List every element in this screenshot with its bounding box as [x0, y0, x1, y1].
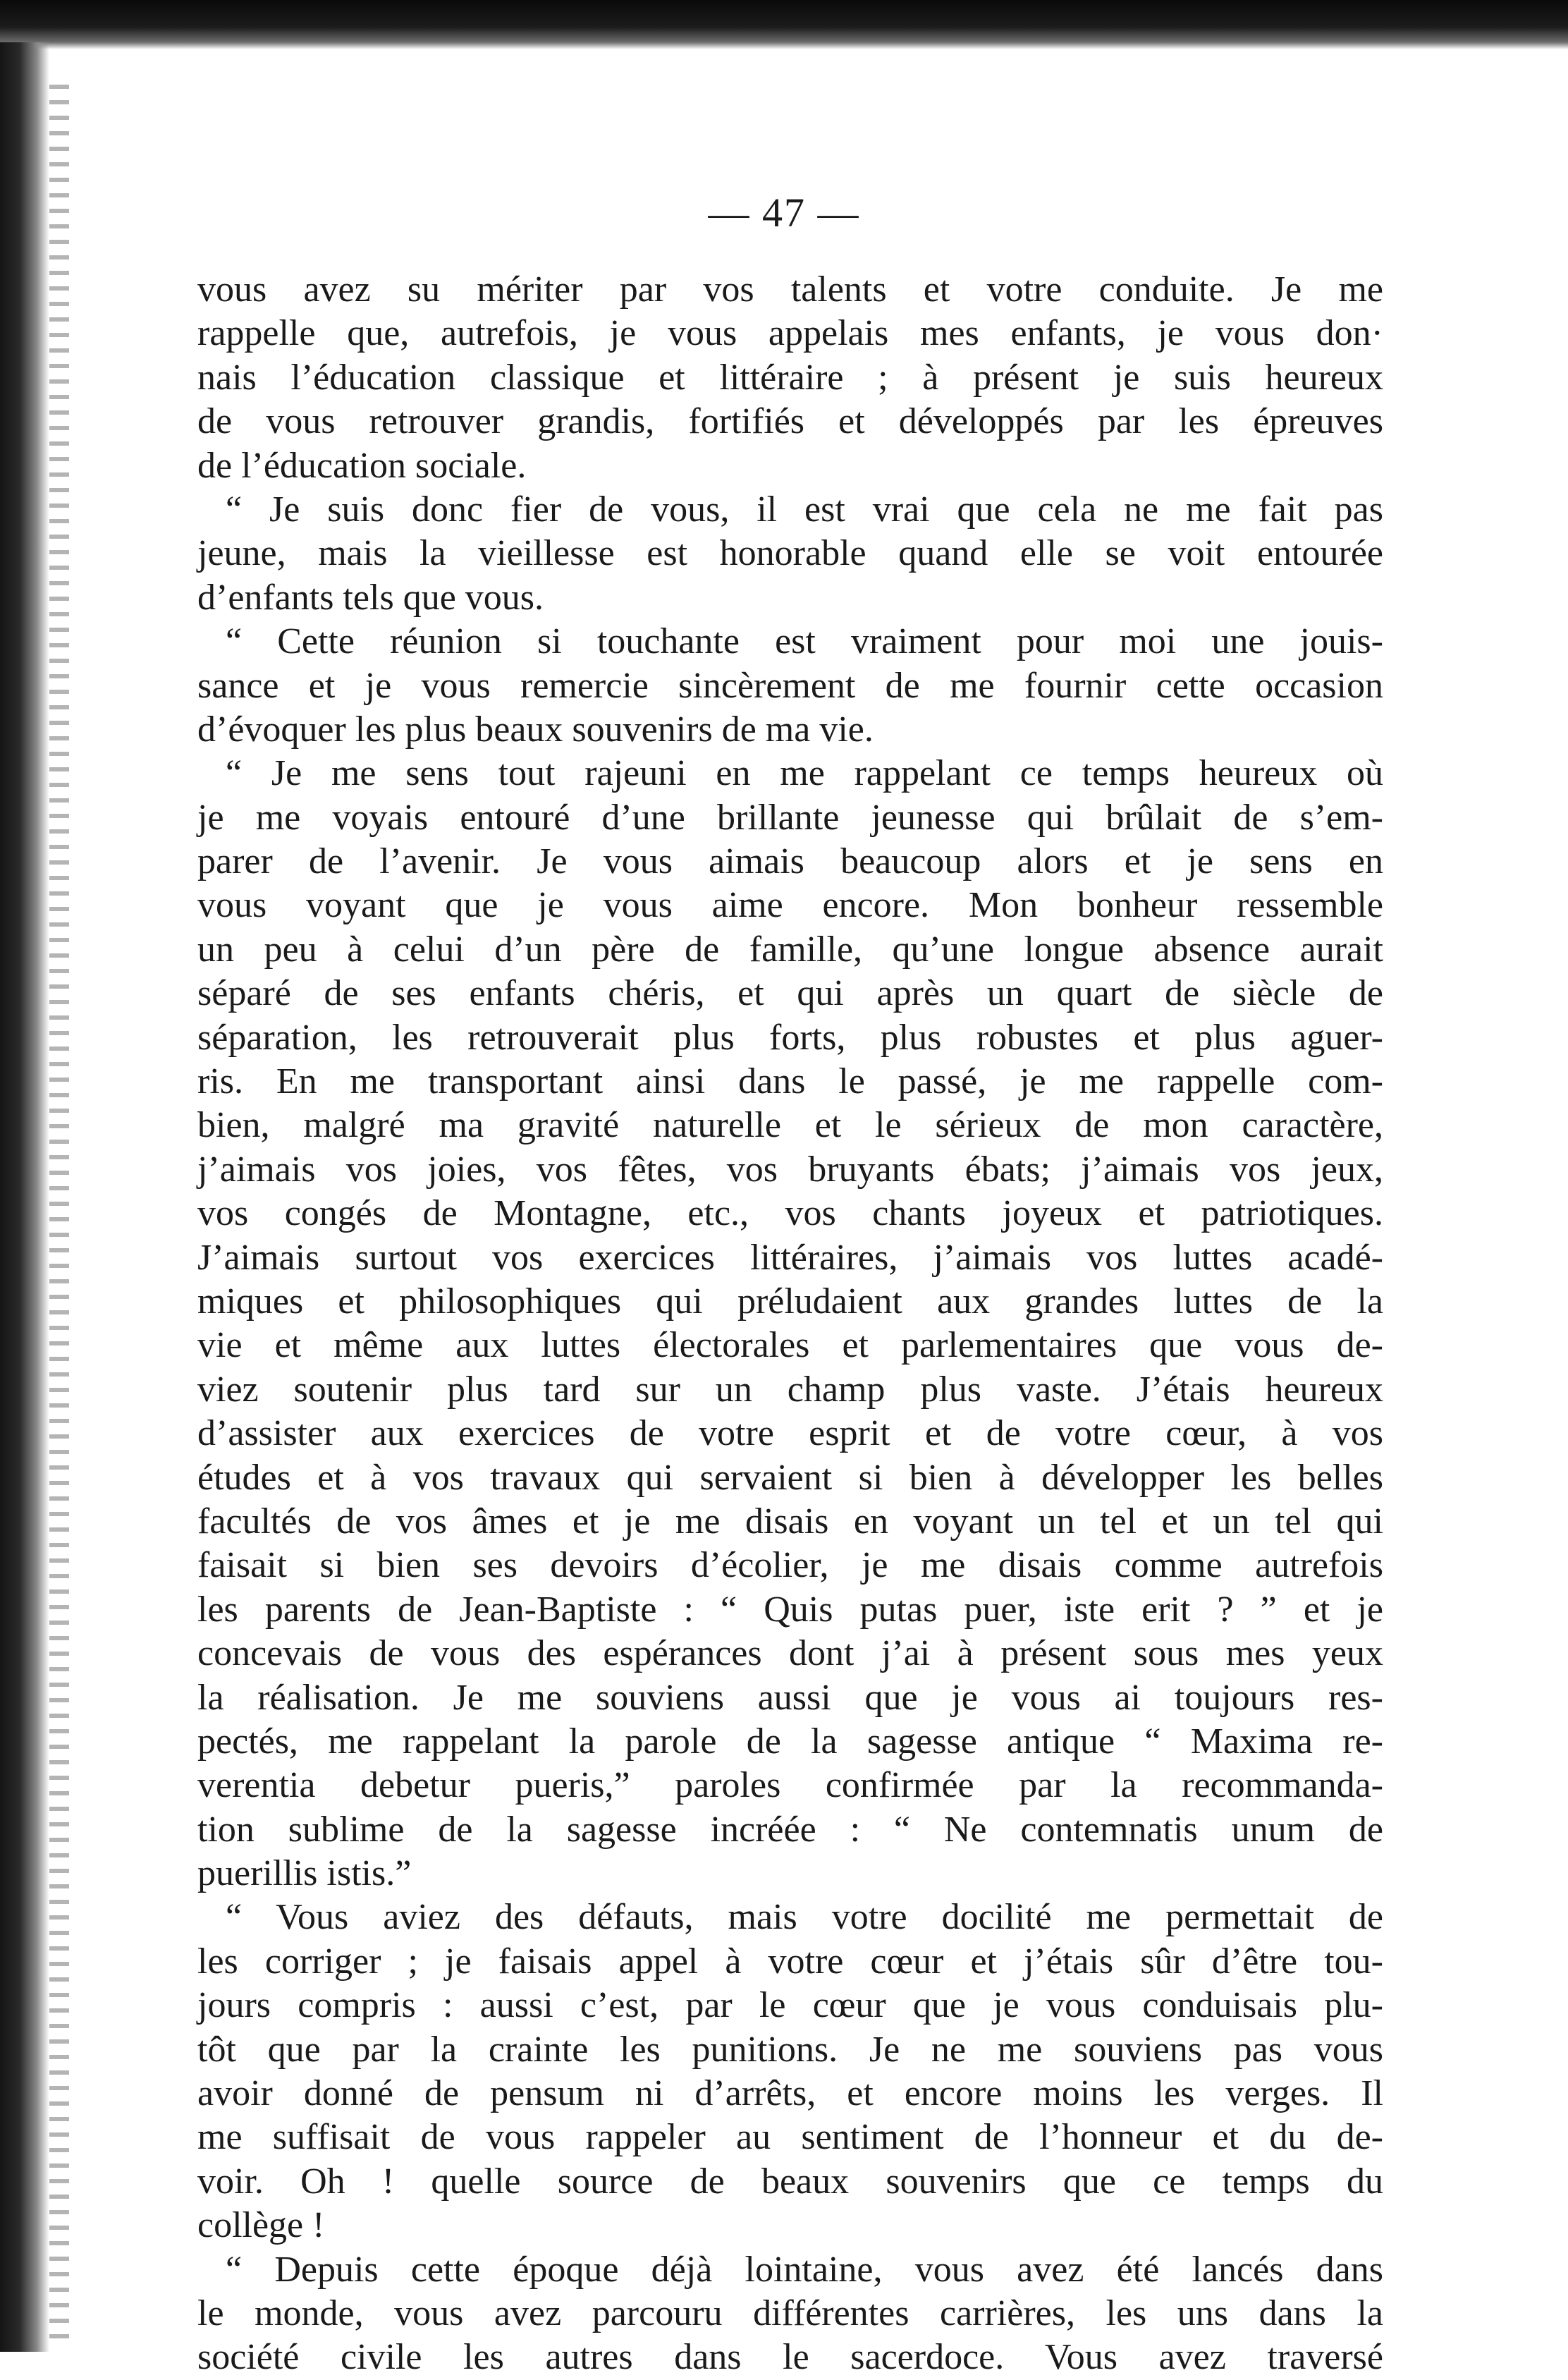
text-line: la réalisation. Je me souviens aussi que je vous ai toujours res- [197, 1677, 1383, 1718]
text-line: sance et je vous remercie sincèrement de me fournir cette occasion [197, 665, 1383, 706]
page-number: — 47 — [708, 190, 860, 236]
text-line: bien, malgré ma gravité naturelle et le sérieux de mon caractère, [197, 1105, 1383, 1146]
text-line: “ Depuis cette époque déjà lointaine, vous avez été lancés dans [226, 2249, 1383, 2290]
text-line: puerillis istis.” [197, 1853, 412, 1894]
text-line: j’aimais vos joies, vos fêtes, vos bruyants ébats; j’aimais vos jeux, [197, 1149, 1383, 1190]
body-text [197, 268, 1383, 2380]
text-line: vos congés de Montagne, etc., vos chants joyeux et patriotiques. [197, 1193, 1383, 1234]
text-line: “ Je me sens tout rajeuni en me rappelant ce temps heureux où [226, 753, 1383, 794]
scan-binding-shadow [49, 85, 69, 2341]
text-line: vous avez su mériter par vos talents et votre conduite. Je me [197, 269, 1383, 310]
text-line: jeune, mais la vieillesse est honorable quand elle se voit entourée [197, 533, 1383, 574]
text-line: nais l’éducation classique et littéraire ; à présent je suis heureux [197, 357, 1383, 398]
text-line: d’assister aux exercices de votre esprit et de votre cœur, à vos [197, 1413, 1383, 1454]
text-line: parer de l’avenir. Je vous aimais beaucoup alors et je sens en [197, 841, 1383, 882]
text-line: ris. En me transportant ainsi dans le passé, je me rappelle com- [197, 1061, 1383, 1102]
scan-top-border [0, 0, 1568, 49]
text-line: “ Cette réunion si touchante est vraiment pour moi une jouis- [226, 621, 1383, 662]
text-line: de l’éducation sociale. [197, 445, 527, 486]
text-line: les corriger ; je faisais appel à votre cœur et j’étais sûr d’être tou- [197, 1941, 1383, 1982]
text-line: le monde, vous avez parcouru différentes carrières, les uns dans la [197, 2293, 1383, 2333]
text-line: rappelle que, autrefois, je vous appelais mes enfants, je vous don· [197, 313, 1383, 354]
text-line: collège ! [197, 2205, 325, 2246]
text-line: société civile les autres dans le sacerdoce. Vous avez traversé [197, 2337, 1383, 2378]
text-line: jours compris : aussi c’est, par le cœur que je vous conduisais plu- [197, 1985, 1383, 2026]
text-line: tôt que par la crainte les punitions. Je ne me souviens pas vous [197, 2029, 1383, 2070]
text-line: séparé de ses enfants chéris, et qui après un quart de siècle de [197, 973, 1383, 1014]
text-line: me suffisait de vous rappeler au sentiment de l’honneur et du de- [197, 2117, 1383, 2158]
text-line: je me voyais entouré d’une brillante jeunesse qui brûlait de s’em- [197, 797, 1383, 838]
text-line: facultés de vos âmes et je me disais en voyant un tel et un tel qui [197, 1501, 1383, 1542]
text-line: faisait si bien ses devoirs d’écolier, je me disais comme autrefois [197, 1545, 1383, 1586]
text-line: “ Je suis donc fier de vous, il est vrai que cela ne me fait pas [226, 489, 1383, 530]
text-line: verentia debetur pueris,” paroles confirmée par la recommanda- [197, 1765, 1383, 1806]
text-line: les parents de Jean-Baptiste : “ Quis putas puer, iste erit ? ” et je [197, 1589, 1383, 1630]
scan-left-binding-edge [0, 42, 49, 2352]
text-line: J’aimais surtout vos exercices littéraires, j’aimais vos luttes acadé- [197, 1237, 1383, 1278]
text-line: d’enfants tels que vous. [197, 577, 544, 618]
text-line: séparation, les retrouverait plus forts, plus robustes et plus aguer- [197, 1017, 1383, 1058]
text-line: de vous retrouver grandis, fortifiés et développés par les épreuves [197, 401, 1383, 442]
text-line: “ Vous aviez des défauts, mais votre docilité me permettait de [226, 1897, 1383, 1938]
text-line: pectés, me rappelant la parole de la sagesse antique “ Maxima re- [197, 1721, 1383, 1762]
text-line: études et à vos travaux qui servaient si bien à développer les belles [197, 1457, 1383, 1498]
text-line: vous voyant que je vous aime encore. Mon bonheur ressemble [197, 885, 1383, 926]
text-line: voir. Oh ! quelle source de beaux souvenirs que ce temps du [197, 2161, 1383, 2202]
text-line: un peu à celui d’un père de famille, qu’une longue absence aurait [197, 929, 1383, 970]
text-line: avoir donné de pensum ni d’arrêts, et encore moins les verges. Il [197, 2073, 1383, 2114]
text-line: concevais de vous des espérances dont j’ai à présent sous mes yeux [197, 1633, 1383, 1674]
text-line: d’évoquer les plus beaux souvenirs de ma vie. [197, 709, 874, 750]
text-line: tion sublime de la sagesse incréée : “ Ne contemnatis unum de [197, 1809, 1383, 1850]
text-line: miques et philosophiques qui préludaient aux grandes luttes de la [197, 1281, 1383, 1322]
text-line: viez soutenir plus tard sur un champ plus vaste. J’étais heureux [197, 1369, 1383, 1410]
text-line: vie et même aux luttes électorales et parlementaires que vous de- [197, 1325, 1383, 1366]
